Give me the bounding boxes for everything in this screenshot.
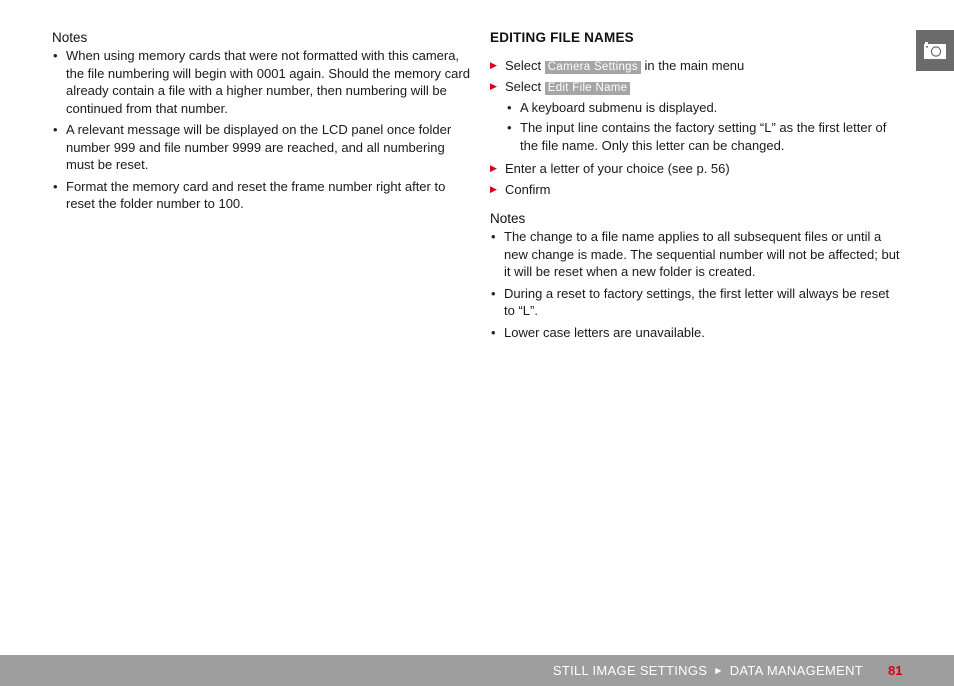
note-item: • The change to a file name applies to all subsequent files or until a new change is made. The sequential number will not be affected; but it will be reset when a new folder is created. bbox=[490, 228, 902, 281]
step-text: in the main menu bbox=[644, 58, 745, 73]
footer-section: STILL IMAGE SETTINGS bbox=[552, 663, 708, 678]
note-item: • When using memory cards that were not formatted with this camera, the file numbering will begin with 0001 again. Should the memory card already contain a file with a higher number, then numbering will be continued from that number. bbox=[52, 47, 470, 117]
step-item bbox=[490, 57, 902, 75]
footer-breadcrumb bbox=[553, 662, 863, 679]
step-text: Confirm bbox=[505, 182, 551, 197]
notes-heading-left: Notes bbox=[52, 30, 88, 45]
note-item: • During a reset to factory settings, the first letter will always be reset to “L”. bbox=[490, 285, 902, 320]
footer-bar bbox=[0, 655, 954, 686]
note-item: • Lower case letters are unavailable. bbox=[490, 324, 902, 342]
notes-list-left bbox=[52, 47, 470, 213]
section-title: EDITING FILE NAMES bbox=[490, 30, 634, 45]
sub-bullet-item: • The input line contains the factory setting “L” as the first letter of the file name. Only this letter can be changed. bbox=[505, 119, 902, 154]
triangle-right-icon: ▶ bbox=[490, 60, 497, 70]
note-item: • Format the memory card and reset the frame number right after to reset the folder number to 100. bbox=[52, 178, 470, 213]
steps-list bbox=[490, 57, 902, 199]
camera-icon bbox=[923, 41, 947, 60]
step-item bbox=[490, 181, 902, 199]
sub-bullet-item: • A keyboard submenu is displayed. bbox=[505, 99, 902, 117]
step-text: Enter a letter of your choice (see p. 56) bbox=[505, 161, 730, 176]
sub-bullet-list bbox=[505, 99, 902, 155]
note-item: • A relevant message will be displayed on the LCD panel once folder number 999 and file number 9999 are reached, and all numbering must be reset. bbox=[52, 121, 470, 174]
step-item bbox=[490, 160, 902, 178]
menu-tag-edit-file-name: Edit File Name bbox=[545, 82, 631, 95]
left-column bbox=[52, 29, 470, 217]
triangle-right-icon: ▶ bbox=[490, 163, 497, 173]
triangle-right-icon: ▶ bbox=[490, 81, 497, 91]
step-item bbox=[490, 78, 902, 154]
chapter-tab[interactable] bbox=[916, 30, 954, 71]
step-text: Select bbox=[505, 58, 542, 73]
notes-list-right bbox=[490, 228, 902, 341]
step-text: Select bbox=[505, 79, 542, 94]
page-number: 81 bbox=[888, 663, 903, 678]
triangle-right-icon: ▶ bbox=[715, 666, 722, 675]
triangle-right-icon: ▶ bbox=[490, 184, 497, 194]
notes-heading-right: Notes bbox=[490, 211, 526, 226]
menu-tag-camera-settings: Camera Settings bbox=[545, 61, 641, 74]
footer-subsection: DATA MANAGEMENT bbox=[729, 663, 863, 678]
right-column bbox=[490, 29, 902, 345]
